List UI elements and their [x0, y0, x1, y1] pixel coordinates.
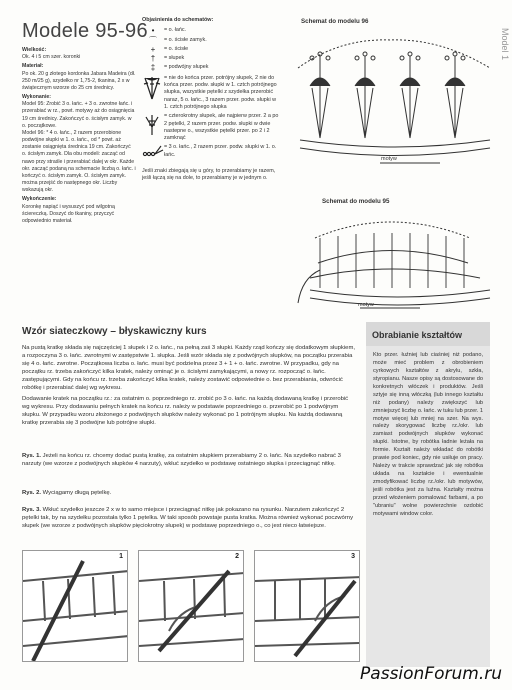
single-crochet-icon: + [150, 44, 156, 54]
figure-2-caption [22, 489, 357, 497]
watermark: PassionForum.ru [360, 664, 502, 684]
figure-3-caption [22, 506, 357, 530]
double-crochet-icon: † [150, 54, 156, 64]
schema-95-title: Schemat do modelu 95 [322, 198, 390, 205]
picot-cluster-icon [142, 144, 164, 161]
step-illustrations [22, 550, 360, 662]
size-text: Ok. 4 i 5 cm szer. koronki [22, 54, 81, 61]
figure-label: Rys. 3. [22, 507, 41, 513]
legend-text: = 3 o. łańc., 2 razem przer. podw. słupki w 1. o. łańc. [164, 144, 277, 158]
chain-stitch-icon: • [151, 26, 155, 36]
legend-row [142, 144, 282, 161]
double-treble-icon: ‡ [150, 63, 156, 73]
legend-text: = nie do końca przer. potrójny słupek, 2 nie do końca przer. podw. słupki w 1. cztch potrójnego słupka, wszystkie pętelki z szydełka przerobić naraz, 5 o. łańc., 3 razem przer. podw. słupki w 1. cztch potrójnego słupka [164, 74, 277, 110]
quad-treble-icon [142, 113, 164, 140]
legend-row [142, 46, 282, 53]
model95-text: Model 95: Zrobić 3 o. łańc. + 3 o. zwrotne łańc. i przerabiać w rz., powt. motywy aż do osiągnięcia 19 cm średnicy. Zakończyć o. ścisłym zamyk. w o. początkowe. [22, 101, 135, 129]
section-title: Wzór siateczkowy – błyskawiczny kurs [22, 326, 207, 337]
body-paragraph: Na pustą kratkę składa się najczęściej 1 słupek i 2 o. łańc., na pełną zaś 3 słupki. Każdy rząd kończy się dodatkowym słupkiem, a rozpoczyna 3 o. łańc. zwrotnymi w zastępstwie 1. słupka. Jeśli wzór składa się z podwójnych słupków, na początku przerabia się 4 o. łańc. zwrotne. Początkowa liczba o. łańc. musi być podzielna przez 3 + 1 + o. łańc. zwrotne. W przypadku, gdy na początku rz. trzeba zakończyć kilka kratek, należy ominąć je o. ścisłymi zamykającymi, a nowy rz. rozpocząć o. łańc. zastępującymi. Gdy na końcu rz. trzeba zakończyć kilka kratek, należy zostawić odpowiednie o. bez przerabiania, odwrócić robótkę i przerabiać dalej wg wykresu. [22, 345, 355, 392]
step-illustration-1 [22, 550, 128, 662]
motyw-label-96: motyw [381, 156, 397, 162]
illustration-number: 1 [119, 553, 123, 560]
instructions-column [22, 45, 136, 225]
illustration-number: 2 [235, 553, 239, 560]
legend-row [142, 64, 282, 71]
crochet-hook-illustration [255, 551, 360, 662]
slip-stitch-icon: ⌒ [149, 35, 157, 45]
body-paragraph: Dodawanie kratek na początku rz.: za ostatnim o. poprzedniego rz. zrobić po 3 o. łańc. na każdą dodawaną kratkę i przerobić wg wykresu. Przy dodawaniu pełnych kratek na końcu rz. należy w podstawie poprzedniego o. przerobić po 1 podwójnym słupku. W przypadku wzoru złożonego z podwójnych słupków należy wykonać po 1 potrójnym słupku. Na każdą dodawaną kratkę przerabia się 3 podwójne lub potrójne słupki. [22, 396, 349, 427]
execution-label: Wykonanie: [22, 94, 52, 101]
sidebar-box [366, 322, 490, 667]
schema-95-diagram [290, 208, 500, 320]
crochet-hook-illustration [23, 551, 128, 662]
side-mark: Model 1 [500, 28, 510, 61]
legend [142, 17, 282, 182]
legend-heading: Objaśnienia do schematów: [142, 17, 214, 23]
legend-note: Jeśli znaki zbiegają się u góry, to przerabiamy je razem, jeśli łączą się na dole, to przerabiamy je w jednym o. [142, 167, 276, 182]
figure-label: Rys. 2. [22, 490, 41, 496]
legend-row [142, 113, 282, 142]
legend-row [142, 27, 282, 34]
page-title: Modele 95-96 [22, 20, 148, 42]
legend-text: = podwójny słupek [164, 64, 209, 71]
step-illustration-2 [138, 550, 244, 662]
legend-text: = słupek [164, 55, 185, 62]
legend-row [142, 37, 282, 44]
motyw-label-95: motyw [358, 302, 374, 308]
crochet-hook-illustration [139, 551, 244, 662]
material-label: Materiał: [22, 63, 44, 70]
material-text: Po ok. 20 g złotego kordonka Jabara Madeira (dł. 250 m/25 g), szydełko nr 1,75-2, tkanina, 2 x w świątecznym wzorze do 25 cm średnicy. [22, 70, 136, 91]
finishing-label: Wykończenie: [22, 196, 57, 203]
finishing-text: Koronkę napiąć i wysuszyć pod wilgotną ściereczką. Doszyć do tkaniny, przyczyć odpowiednio materiał. [22, 203, 115, 224]
figure-text: Jeżeli na końcu rz. chcemy dodać pustą kratkę, za ostatnim słupkiem przerabiamy 2 o. łańc. Na szydełko nabrać 3 narzuty (we wzorze z podwójnych słupków 4 narzuty), wkłuć szydełko w podstawę ostatniego słupka i przeciągnąć nitkę. [22, 453, 341, 468]
schema-96-title: Schemat do modelu 96 [301, 18, 369, 25]
legend-row [142, 75, 282, 111]
legend-text: = o. ścisłe zamyk. [164, 36, 207, 43]
legend-text: = o. łańc. [164, 27, 187, 34]
cluster-stitch-icon [142, 75, 164, 104]
section-body [22, 344, 357, 430]
sidebar-heading: Obrabianie kształtów [366, 322, 490, 346]
legend-text: = o. ścisłe [164, 45, 189, 52]
figure-text: Wkłuć szydełko jeszcze 2 x w to samo miejsce i przeciągnąć nitkę jak pokazano na rysunku. Narzutem zakończyć 2 pętelki tak, by na szydełku pozostała tylko 1 pętelka. W taki sposób powstaje pusta kratka. Można również wykonać poczwórny słupek (we wzorze z podwójnych słupków pięciokrotny słupek) w podstawę poprzedniego o., co jest nieco łatwiejsze. [22, 507, 354, 530]
figure-1-caption [22, 452, 357, 468]
size-label: Wielkość: [22, 47, 47, 53]
figure-label: Rys. 1. [22, 453, 41, 459]
illustration-number: 3 [351, 553, 355, 560]
step-illustration-3 [254, 550, 360, 662]
figure-text: Wyciągamy długą pętelkę. [42, 490, 112, 496]
model96-text: Model 96: * 4 o. łańc., 2 razem przerobione podwójne słupki w 1. o. łańc., od * powt. aż zostanie osiągnięta średnica 19 cm. Zakończyć o. ścisłym zamyk. Dla obu modeli: zacząć od nawo przy straśle i przerabiać dalej w okr. Każde okr. zacząć podaną na schemacie liczbą o. łańc. i kończyć o. ścisłym zamyk. O. ścisłym zamyk. można przejść do następnego okr. Liczby wskazują okr. [22, 129, 136, 194]
sidebar-text: Kto przer. łuźniej lub ciaśniej niż podano, może mieć problem z obrobieniem cyrkowych kształtów z akrylu, szkła, styropianu. Nasze opisy są dostosowane do konkretnych włóczek i produktów. Jeśli sztyje się inną włóczką (lub innego kształtu niż podany) należy zwiększyć lub zmniejszyć liczbę o. łańc. w tuku lub przer. 1 motyw więcej lub mniej na szer. Na wys. należy skorygować liczbę rz./okr. lub zamiast podwójnych słupków wykonać słupki. Istotne, by robótka ładnie leżała na formie. Kształt należy wkładać do robótki prawie pod koniec, gdy nie usiłuje on pracy. Należy w trakcie sprawdzać jak się robótka układa na kształcie i ewentualnie zmodyfikować liczbę rz./okr. lub motywów, jeśli robótka jest za luźna. Kształty można przed włożeniem pomalować farbami, a po "ubraniu" wolne powierzchnie ozdobić motywami window color. [373, 352, 483, 517]
legend-row [142, 55, 282, 62]
legend-text: = czterokrotny słupek, ale najpierw przer. 2 a po 2 pętelki, 2 razem przer. podw. słupki w dwie nastepne o., wszystkie pętelki przer. po 2 i 2 zamknąć [164, 113, 279, 142]
